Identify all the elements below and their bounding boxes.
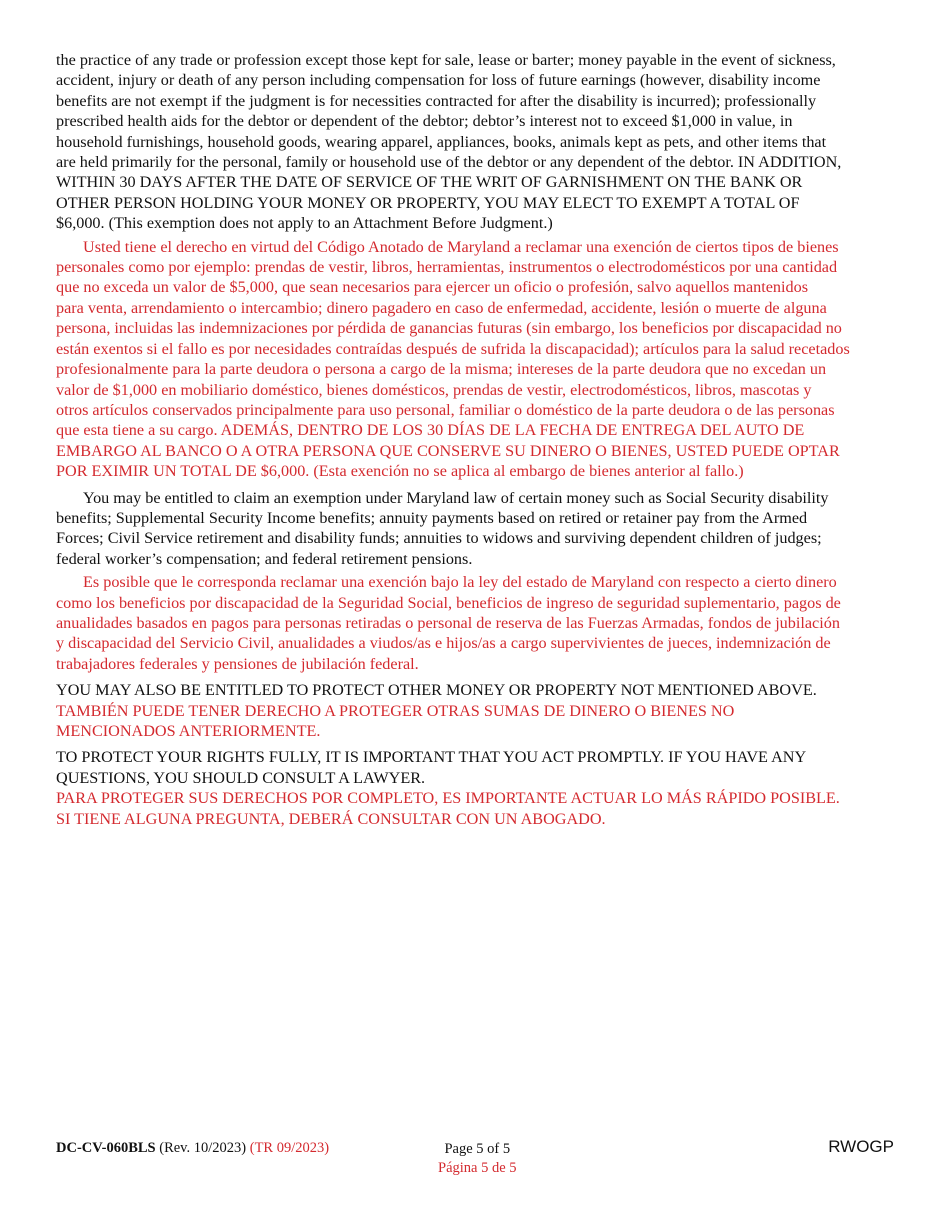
paragraph-spanish <box>56 572 906 674</box>
text-line: están exentos si el fallo es por necesidades contraídas después de sufrida la discapacidad); artículos para la salud recetados <box>56 339 850 358</box>
text-line: accident, injury or death of any person including compensation for loss of future earnings (however, disability income <box>56 71 821 90</box>
text-line: POR EXIMIR UN TOTAL DE $6,000. (Esta exención no se aplica al embargo de bienes anterior al fallo.) <box>56 462 744 481</box>
text-line: YOU MAY ALSO BE ENTITLED TO PROTECT OTHER MONEY OR PROPERTY NOT MENTIONED ABOVE. <box>56 681 817 700</box>
page-number-en: Page 5 of 5 <box>444 1141 511 1157</box>
paragraph-spanish <box>56 701 906 742</box>
text-line: que esta tiene a su cargo. ADEMÁS, DENTRO DE LOS 30 DÍAS DE LA FECHA DE ENTREGA DEL AUTO DE <box>56 421 805 440</box>
text-line: You may be entitled to claim an exemption under Maryland law of certain money such as Social Security disability <box>83 488 829 507</box>
text-line: QUESTIONS, YOU SHOULD CONSULT A LAWYER. <box>56 768 426 787</box>
text-line: Forces; Civil Service retirement and disability funds; annuities to widows and surviving dependent children of judges; <box>56 529 822 548</box>
text-line: trabajadores federales y pensiones de jubilación federal. <box>56 654 419 673</box>
text-line: para venta, arrendamiento o intercambio; dinero pagadero en caso de enfermedad, accidente, lesión o muerte de alguna <box>56 298 827 317</box>
page-number <box>438 1140 517 1178</box>
page-number-es: Página 5 de 5 <box>438 1160 517 1176</box>
text-line: MENCIONADOS ANTERIORMENTE. <box>56 722 321 740</box>
paragraph-spanish <box>56 237 906 482</box>
text-line: personales como por ejemplo: prendas de vestir, libros, herramientas, instrumentos o electrodomésticos por una cantidad <box>56 258 838 277</box>
text-line: que no exceda un valor de $5,000, que sean necesarios para ejercer un oficio o profesión, salvo aquellos mantenidos <box>56 278 809 297</box>
text-line: TAMBIÉN PUEDE TENER DERECHO A PROTEGER OTRAS SUMAS DE DINERO O BIENES NO <box>56 701 735 720</box>
text-line: Usted tiene el derecho en virtud del Código Anotado de Maryland a reclamar una exención de ciertos tipos de bienes <box>83 237 839 256</box>
text-line: are held primarily for the personal, family or household use of the debtor or any dependent of the debtor. IN ADDITION, <box>56 153 842 172</box>
text-line: como los beneficios por discapacidad de la Seguridad Social, beneficios de ingreso de seguridad suplementario, pagos de <box>56 593 841 612</box>
text-line: benefits are not exempt if the judgment is for necessities contracted for after the disability is incurred); professionally <box>56 91 817 110</box>
paragraph-english <box>56 488 906 570</box>
text-line: anualidades basados en pagos para personas retiradas o personal de reserva de las Fuerzas Armadas, fondos de jubilación <box>56 613 840 632</box>
paragraph-spanish <box>56 788 906 829</box>
text-line: otros artículos conservados principalmente para uso personal, familiar o doméstico de la parte deudora o de las personas <box>56 400 835 419</box>
text-line: prescribed health aids for the debtor or dependent of the debtor; debtor’s interest not to exceed $1,000 in value, in <box>56 112 793 131</box>
text-line: $6,000. (This exemption does not apply to an Attachment Before Judgment.) <box>56 214 553 233</box>
text-line: federal worker’s compensation; and federal retirement pensions. <box>56 549 473 568</box>
text-line: OTHER PERSON HOLDING YOUR MONEY OR PROPERTY, YOU MAY ELECT TO EXEMPT A TOTAL OF <box>56 193 800 212</box>
page-footer <box>56 1137 896 1180</box>
text-line: SI TIENE ALGUNA PREGUNTA, DEBERÁ CONSULTAR CON UN ABOGADO. <box>56 809 606 828</box>
form-number: DC-CV-060BLS <box>56 1140 156 1156</box>
revision-date: (Rev. 10/2023) <box>159 1140 247 1156</box>
paragraph-english <box>56 747 906 788</box>
text-line: WITHIN 30 DAYS AFTER THE DATE OF SERVICE OF THE WRIT OF GARNISHMENT ON THE BANK OR <box>56 173 803 192</box>
text-line: Es posible que le corresponda reclamar una exención bajo la ley del estado de Maryland con respecto a cierto dinero <box>83 573 837 592</box>
form-id <box>56 1140 329 1157</box>
text-line: household furnishings, household goods, wearing apparel, appliances, books, animals kept as pets, and other items that <box>56 132 827 151</box>
text-line: valor de $1,000 en mobiliario doméstico, bienes domésticos, prendas de vestir, electrodomésticos, libros, mascotas y <box>56 380 812 399</box>
text-line: TO PROTECT YOUR RIGHTS FULLY, IT IS IMPORTANT THAT YOU ACT PROMPTLY. IF YOU HAVE ANY <box>56 748 807 767</box>
text-line: PARA PROTEGER SUS DERECHOS POR COMPLETO, ES IMPORTANTE ACTUAR LO MÁS RÁPIDO POSIBLE. <box>56 789 840 808</box>
text-line: y discapacidad del Servicio Civil, anualidades a viudos/as e hijos/as a cargo supervivientes de jueces, indemnización de <box>56 634 831 653</box>
text-line: EMBARGO AL BANCO O A OTRA PERSONA QUE CONSERVE SU DINERO O BIENES, USTED PUEDE OPTAR <box>56 441 840 460</box>
text-line: persona, incluidas las indemnizaciones por pérdida de ganancias futuras (sin embargo, los beneficios por discapacidad no <box>56 319 842 338</box>
paragraph-english <box>56 50 906 234</box>
translation-date: (TR 09/2023) <box>249 1140 330 1156</box>
paragraph-english <box>56 680 906 700</box>
text-line: benefits; Supplemental Security Income benefits; annuity payments based on retired or retainer pay from the Armed <box>56 508 808 527</box>
text-line: profesionalmente para la parte deudora o persona a cargo de la misma; intereses de la parte deudora que no excedan un <box>56 360 827 379</box>
document-body <box>56 50 906 829</box>
text-line: the practice of any trade or profession except those kept for sale, lease or barter; money payable in the event of sickness, <box>56 51 836 69</box>
form-code: RWOGP <box>828 1137 894 1156</box>
